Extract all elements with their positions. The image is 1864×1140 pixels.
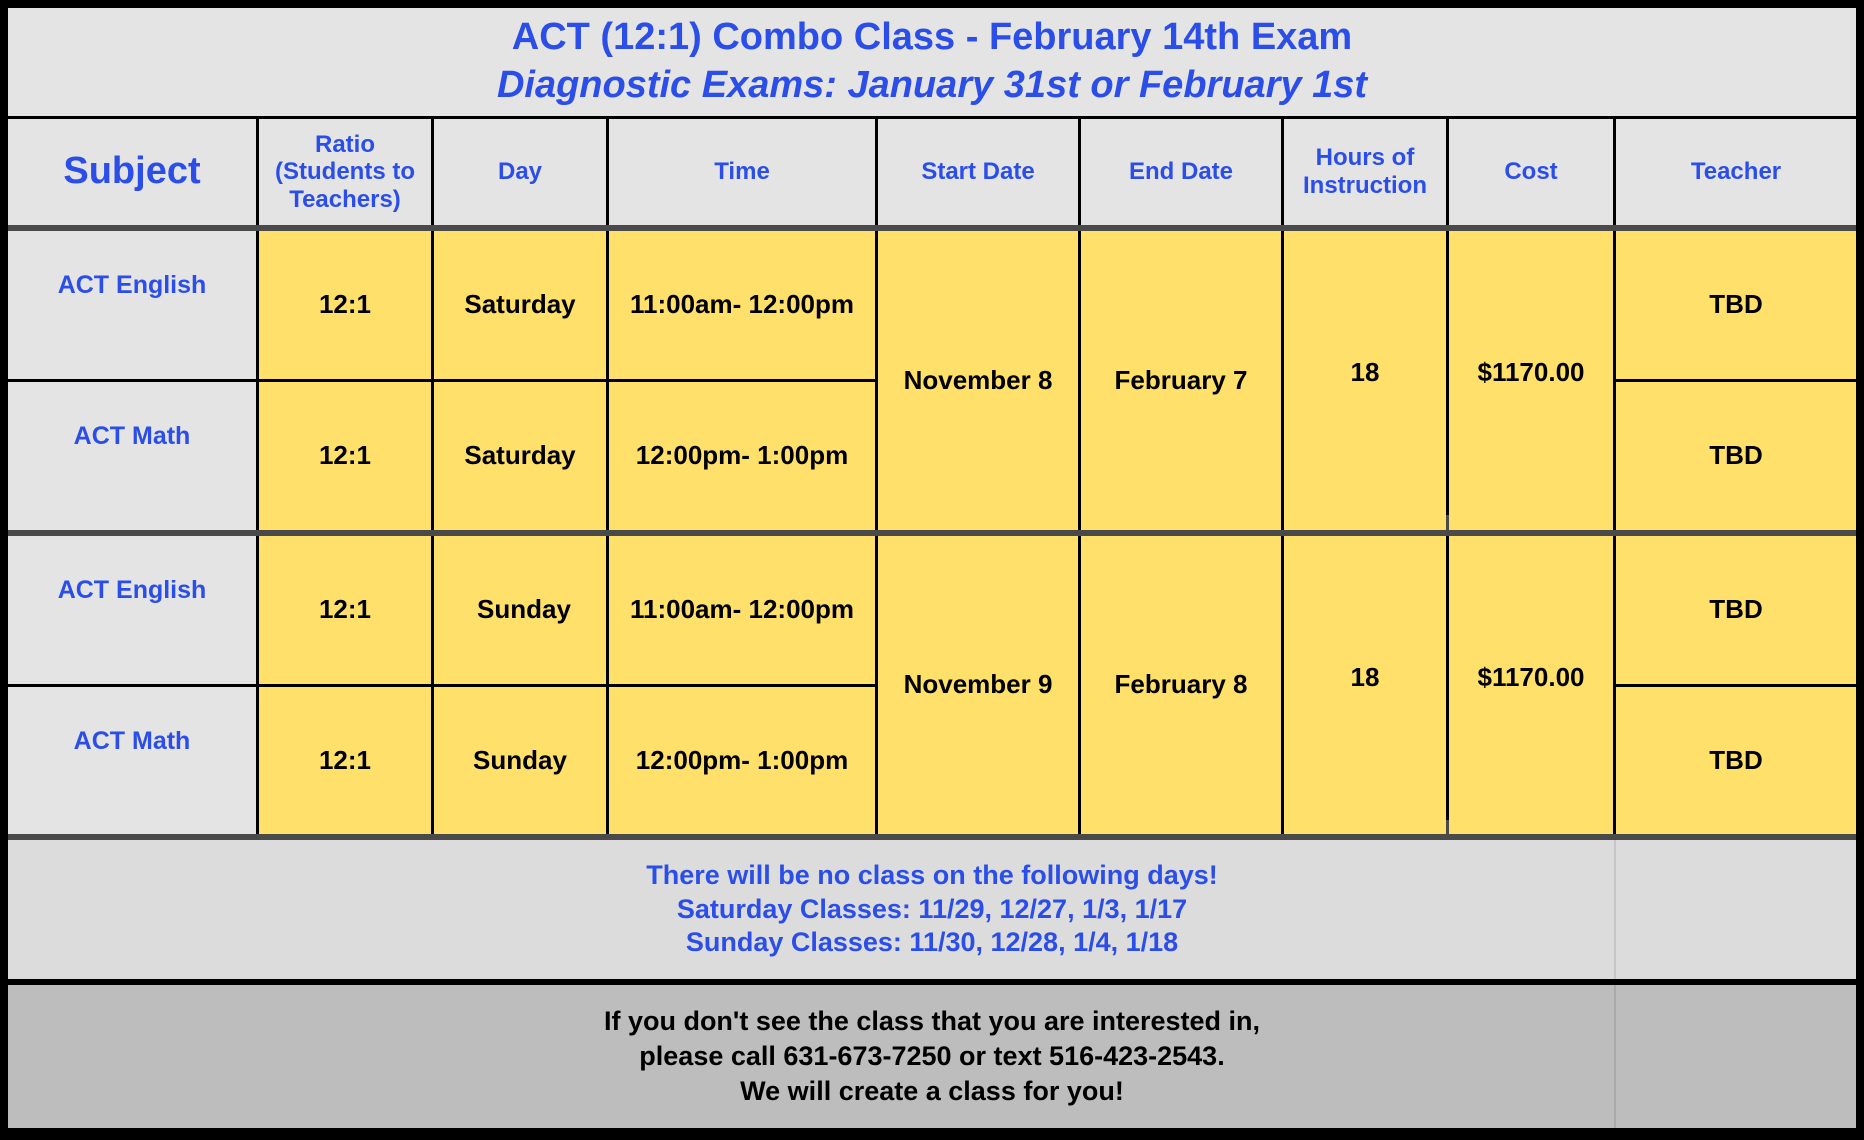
header-teacher-label: Teacher — [1690, 158, 1782, 186]
header-day — [434, 119, 606, 225]
grid-line — [1446, 820, 1449, 834]
end-date-value: February 8 — [1114, 669, 1248, 700]
ratio-value: 12:1 — [318, 440, 372, 471]
group2-hours — [1284, 536, 1446, 820]
header-day-label: Day — [497, 158, 543, 186]
grid-line — [1446, 515, 1449, 530]
teacher-value: TBD — [1709, 289, 1763, 320]
header-ratio-line2: (Students to — [275, 158, 415, 186]
group1-row2-teacher — [1616, 382, 1856, 530]
day-value: Saturday — [464, 289, 576, 320]
header-ratio-line3: Teachers) — [289, 185, 401, 213]
header-time-label: Time — [714, 158, 770, 186]
contact-line3: We will create a class for you! — [740, 1076, 1124, 1107]
subject-label: ACT English — [57, 576, 207, 604]
subject-label: ACT Math — [73, 422, 191, 450]
cost-value: $1170.00 — [1477, 662, 1585, 693]
group2-row2-time — [609, 687, 875, 834]
group1-row1-teacher — [1616, 231, 1856, 379]
title-band — [8, 8, 1856, 116]
group2-cost — [1449, 536, 1613, 820]
header-start-date-label: Start Date — [921, 158, 1035, 186]
hours-value: 18 — [1350, 357, 1380, 388]
header-hours — [1284, 119, 1446, 225]
group2-row1-ratio — [259, 536, 431, 684]
teacher-value: TBD — [1709, 744, 1763, 775]
group1-row2-time — [609, 382, 875, 530]
ratio-value: 12:1 — [318, 289, 372, 320]
group2-row2-ratio — [259, 687, 431, 834]
header-subject-label: Subject — [63, 150, 201, 193]
notice-line1: There will be no class on the following days! — [646, 859, 1218, 890]
time-value: 12:00pm- 1:00pm — [635, 440, 849, 471]
group2-row1-teacher — [1616, 536, 1856, 684]
group2-row1-subject — [8, 536, 256, 684]
group2-end-date — [1081, 536, 1281, 834]
group1-end-date — [1081, 231, 1281, 530]
teacher-value: TBD — [1709, 440, 1763, 471]
header-hours-line2: Instruction — [1303, 172, 1427, 199]
time-value: 12:00pm- 1:00pm — [635, 744, 849, 775]
subject-label: ACT English — [57, 271, 207, 299]
header-ratio — [259, 119, 431, 225]
end-date-value: February 7 — [1114, 364, 1248, 395]
header-cost-label: Cost — [1504, 158, 1558, 186]
start-date-value: November 8 — [903, 364, 1053, 395]
notice-line2: Saturday Classes: 11/29, 12/27, 1/3, 1/17 — [676, 893, 1188, 924]
notice-divider — [1614, 840, 1616, 979]
notice-line3: Sunday Classes: 11/30, 12/28, 1/4, 1/18 — [685, 927, 1179, 958]
group1-row2-ratio — [259, 382, 431, 530]
cost-value: $1170.00 — [1477, 357, 1585, 388]
header-end-date-label: End Date — [1128, 158, 1233, 186]
group1-start-date — [878, 231, 1078, 530]
group2-row1-day — [434, 536, 606, 684]
group2-row2-teacher — [1616, 687, 1856, 834]
group1-row2-subject — [8, 382, 256, 530]
page-title: ACT (12:1) Combo Class - February 14th Exam — [511, 16, 1353, 59]
group2-row1-time — [609, 536, 875, 684]
subject-label: ACT Math — [73, 727, 191, 755]
start-date-value: November 9 — [903, 669, 1053, 700]
group2-row2-subject — [8, 687, 256, 834]
header-end-date — [1081, 119, 1281, 225]
notice-bottom-separator — [8, 979, 1856, 985]
no-class-notice — [8, 840, 1856, 979]
group1-row1-time — [609, 231, 875, 379]
group1-row1-ratio — [259, 231, 431, 379]
group1-cost — [1449, 231, 1613, 515]
table-bottom-separator — [8, 834, 1856, 840]
time-value: 11:00am- 12:00pm — [629, 594, 855, 625]
header-subject — [8, 119, 256, 225]
header-ratio-line1: Ratio — [315, 130, 375, 158]
day-value: Sunday — [473, 744, 567, 775]
header-start-date — [878, 119, 1078, 225]
header-cost — [1449, 119, 1613, 225]
day-value: Saturday — [464, 440, 576, 471]
group1-row1-subject — [8, 231, 256, 379]
day-value: Sunday — [477, 594, 571, 625]
group1-row1-day — [434, 231, 606, 379]
page-subtitle: Diagnostic Exams: January 31st or February 1st — [496, 64, 1368, 106]
group2-row2-day — [434, 687, 606, 834]
time-value: 11:00am- 12:00pm — [629, 289, 855, 320]
contact-info — [8, 985, 1856, 1128]
contact-divider — [1614, 985, 1616, 1128]
header-teacher — [1616, 119, 1856, 225]
ratio-value: 12:1 — [318, 744, 372, 775]
group-separator — [8, 530, 1856, 536]
contact-line2: please call 631-673-7250 or text 516-423-2543. — [639, 1040, 1225, 1071]
hours-value: 18 — [1350, 662, 1380, 693]
group1-row2-day — [434, 382, 606, 530]
header-hours-line1: Hours of — [1315, 144, 1415, 172]
header-time — [609, 119, 875, 225]
contact-line1: If you don't see the class that you are interested in, — [603, 1005, 1261, 1036]
teacher-value: TBD — [1709, 594, 1763, 625]
header-separator — [8, 225, 1856, 231]
group2-start-date — [878, 536, 1078, 834]
group1-hours — [1284, 231, 1446, 515]
ratio-value: 12:1 — [318, 594, 372, 625]
